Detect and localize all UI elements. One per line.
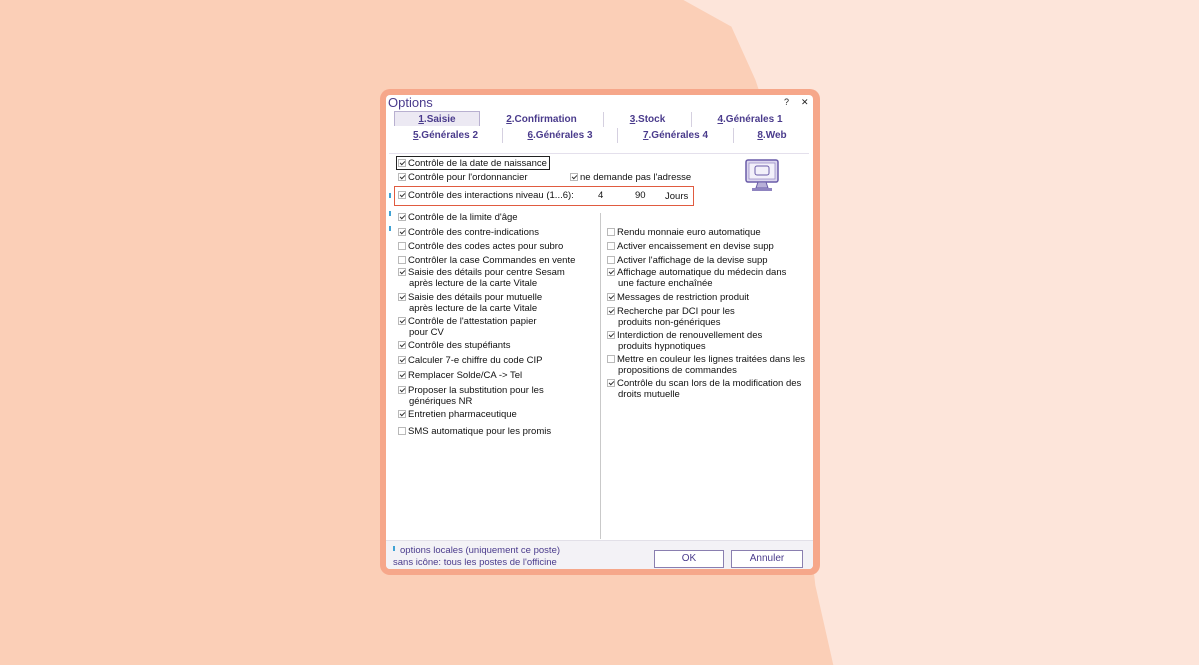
option-label: Contrôle pour l'ordonnancier xyxy=(408,172,528,183)
option-label: Contrôle des interactions niveau (1...6): xyxy=(408,190,574,201)
option-item[interactable] xyxy=(398,385,556,407)
option-ne-demande-adresse[interactable] xyxy=(570,172,691,183)
option-label: Contrôle de l'attestation papier pour CV xyxy=(408,316,537,338)
tab-label: .Générales 4 xyxy=(648,130,709,141)
dialog-title: Options xyxy=(388,95,433,110)
option-label: ne demande pas l'adresse xyxy=(580,172,692,183)
checkbox[interactable] xyxy=(607,355,615,363)
checkbox[interactable] xyxy=(398,159,406,167)
option-label: Contrôler la case Commandes en vente xyxy=(408,255,576,266)
tab-generales-2[interactable] xyxy=(389,128,503,143)
checkbox[interactable] xyxy=(398,386,406,394)
tab-number: 6 xyxy=(527,130,534,141)
tab-web[interactable] xyxy=(734,128,810,143)
tab-number: 5 xyxy=(412,130,419,141)
tab-number: 8 xyxy=(757,130,763,141)
tab-number: 3 xyxy=(629,114,636,125)
option-label: Mettre en couleur les lignes traitées dans les propositions de commandes xyxy=(617,354,805,376)
option-item[interactable] xyxy=(607,227,761,238)
option-label: Entretien pharmaceutique xyxy=(408,409,517,420)
column-divider xyxy=(600,213,601,539)
option-item[interactable] xyxy=(398,426,551,437)
close-button[interactable]: ✕ xyxy=(801,97,809,107)
monitor-icon xyxy=(744,159,780,193)
option-label: Saisie des détails pour centre Sesam après lecture de la carte Vitale xyxy=(408,267,565,289)
checkbox[interactable] xyxy=(607,307,615,315)
checkbox[interactable] xyxy=(398,410,406,418)
tab-label: .Générales 1 xyxy=(723,114,783,125)
option-item[interactable] xyxy=(607,292,749,303)
option-label: Contrôle des stupéfiants xyxy=(408,340,511,351)
cancel-button[interactable]: Annuler xyxy=(731,550,803,568)
tab-number: 1 xyxy=(418,114,424,125)
option-label: Rendu monnaie euro automatique xyxy=(617,227,761,238)
tab-label: .Stock xyxy=(635,114,666,125)
option-label: Contrôle des contre-indications xyxy=(408,227,539,238)
tab-generales-1[interactable] xyxy=(692,112,808,127)
checkbox[interactable] xyxy=(607,293,615,301)
option-item[interactable] xyxy=(398,255,575,266)
checkbox[interactable] xyxy=(398,191,406,199)
interactions-days-field[interactable]: 90 xyxy=(635,190,646,201)
tab-number: 2 xyxy=(506,114,512,125)
checkbox[interactable] xyxy=(607,242,615,250)
checkbox[interactable] xyxy=(398,317,406,325)
option-item[interactable] xyxy=(398,227,539,238)
tab-label: .Saisie xyxy=(423,114,456,125)
option-item[interactable] xyxy=(398,340,510,351)
legend-global: sans icône: tous les postes de l'officine xyxy=(393,557,557,568)
option-item[interactable] xyxy=(398,267,566,289)
option-label: Saisie des détails pour mutuelle après lecture de la carte Vitale xyxy=(408,292,543,314)
tab-saisie[interactable] xyxy=(394,111,480,126)
dialog-footer xyxy=(386,540,813,569)
local-option-marker xyxy=(389,226,391,231)
option-item[interactable] xyxy=(398,355,542,366)
checkbox[interactable] xyxy=(398,293,406,301)
checkbox[interactable] xyxy=(607,331,615,339)
tab-number: 4 xyxy=(717,114,724,125)
tab-number: 7 xyxy=(642,130,649,141)
option-label: Recherche par DCI pour les produits non-génériques xyxy=(617,306,735,328)
option-item[interactable] xyxy=(398,409,517,420)
option-item[interactable] xyxy=(607,241,774,252)
help-button[interactable]: ? xyxy=(784,97,790,107)
option-label: Contrôle des codes actes pour subro xyxy=(408,241,564,252)
option-label: Remplacer Solde/CA -> Tel xyxy=(408,370,523,381)
tab-label: .Générales 3 xyxy=(533,130,593,141)
local-option-marker xyxy=(389,193,391,198)
option-label: Calculer 7-e chiffre du code CIP xyxy=(408,355,543,366)
checkbox[interactable] xyxy=(607,228,615,236)
option-item[interactable] xyxy=(607,267,797,289)
local-option-marker xyxy=(393,546,395,551)
checkbox[interactable] xyxy=(607,379,615,387)
option-ordonnancier[interactable] xyxy=(398,172,528,183)
legend-local: options locales (uniquement ce poste) xyxy=(400,545,561,556)
option-item[interactable] xyxy=(607,354,807,376)
checkbox[interactable] xyxy=(398,242,406,250)
tab-generales-4[interactable] xyxy=(618,128,734,143)
checkbox[interactable] xyxy=(398,173,406,181)
checkbox[interactable] xyxy=(398,341,406,349)
option-label: Affichage automatique du médecin dans une facture enchaînée xyxy=(617,267,787,289)
checkbox[interactable] xyxy=(398,356,406,364)
option-item[interactable] xyxy=(607,306,757,328)
checkbox[interactable] xyxy=(398,268,406,276)
option-item[interactable] xyxy=(398,370,522,381)
checkbox[interactable] xyxy=(398,213,406,221)
ok-button[interactable]: OK xyxy=(654,550,724,568)
option-item[interactable] xyxy=(607,330,767,352)
option-item[interactable] xyxy=(398,316,553,338)
option-interactions[interactable] xyxy=(398,190,574,201)
checkbox[interactable] xyxy=(398,371,406,379)
checkbox[interactable] xyxy=(398,228,406,236)
option-label: Contrôle de la limite d'âge xyxy=(408,212,518,223)
option-item[interactable] xyxy=(398,212,518,223)
tab-confirmation[interactable] xyxy=(480,112,604,127)
options-dialog xyxy=(386,95,813,569)
option-item[interactable] xyxy=(607,255,768,266)
checkbox[interactable] xyxy=(398,256,406,264)
option-label: SMS automatique pour les promis xyxy=(408,426,552,437)
tab-generales-3[interactable] xyxy=(503,128,618,143)
tab-stock[interactable] xyxy=(604,112,692,127)
option-item[interactable] xyxy=(607,378,807,400)
option-item[interactable] xyxy=(398,292,566,314)
tab-label: .Web xyxy=(762,130,787,141)
checkbox[interactable] xyxy=(607,268,615,276)
local-option-marker xyxy=(389,211,391,216)
option-label: Activer encaissement en devise supp xyxy=(617,241,774,252)
option-date-naissance[interactable] xyxy=(398,158,547,169)
checkbox[interactable] xyxy=(570,173,578,181)
tab-divider xyxy=(389,153,809,154)
checkbox[interactable] xyxy=(398,427,406,435)
option-label: Contrôle de la date de naissance xyxy=(408,158,547,169)
interactions-level-field[interactable]: 4 xyxy=(598,190,604,201)
tab-label: .Confirmation xyxy=(511,114,577,125)
option-item[interactable] xyxy=(398,241,563,252)
tab-label: .Générales 2 xyxy=(418,130,479,141)
option-label: Proposer la substitution pour les génériques NR xyxy=(408,385,544,407)
option-label: Messages de restriction produit xyxy=(617,292,750,303)
option-label: Interdiction de renouvellement des produits hypnotiques xyxy=(617,330,763,352)
interactions-unit-label: Jours xyxy=(665,191,689,202)
checkbox[interactable] xyxy=(607,256,615,264)
option-label: Activer l'affichage de la devise supp xyxy=(617,255,768,266)
option-label: Contrôle du scan lors de la modification des droits mutuelle xyxy=(617,378,802,400)
